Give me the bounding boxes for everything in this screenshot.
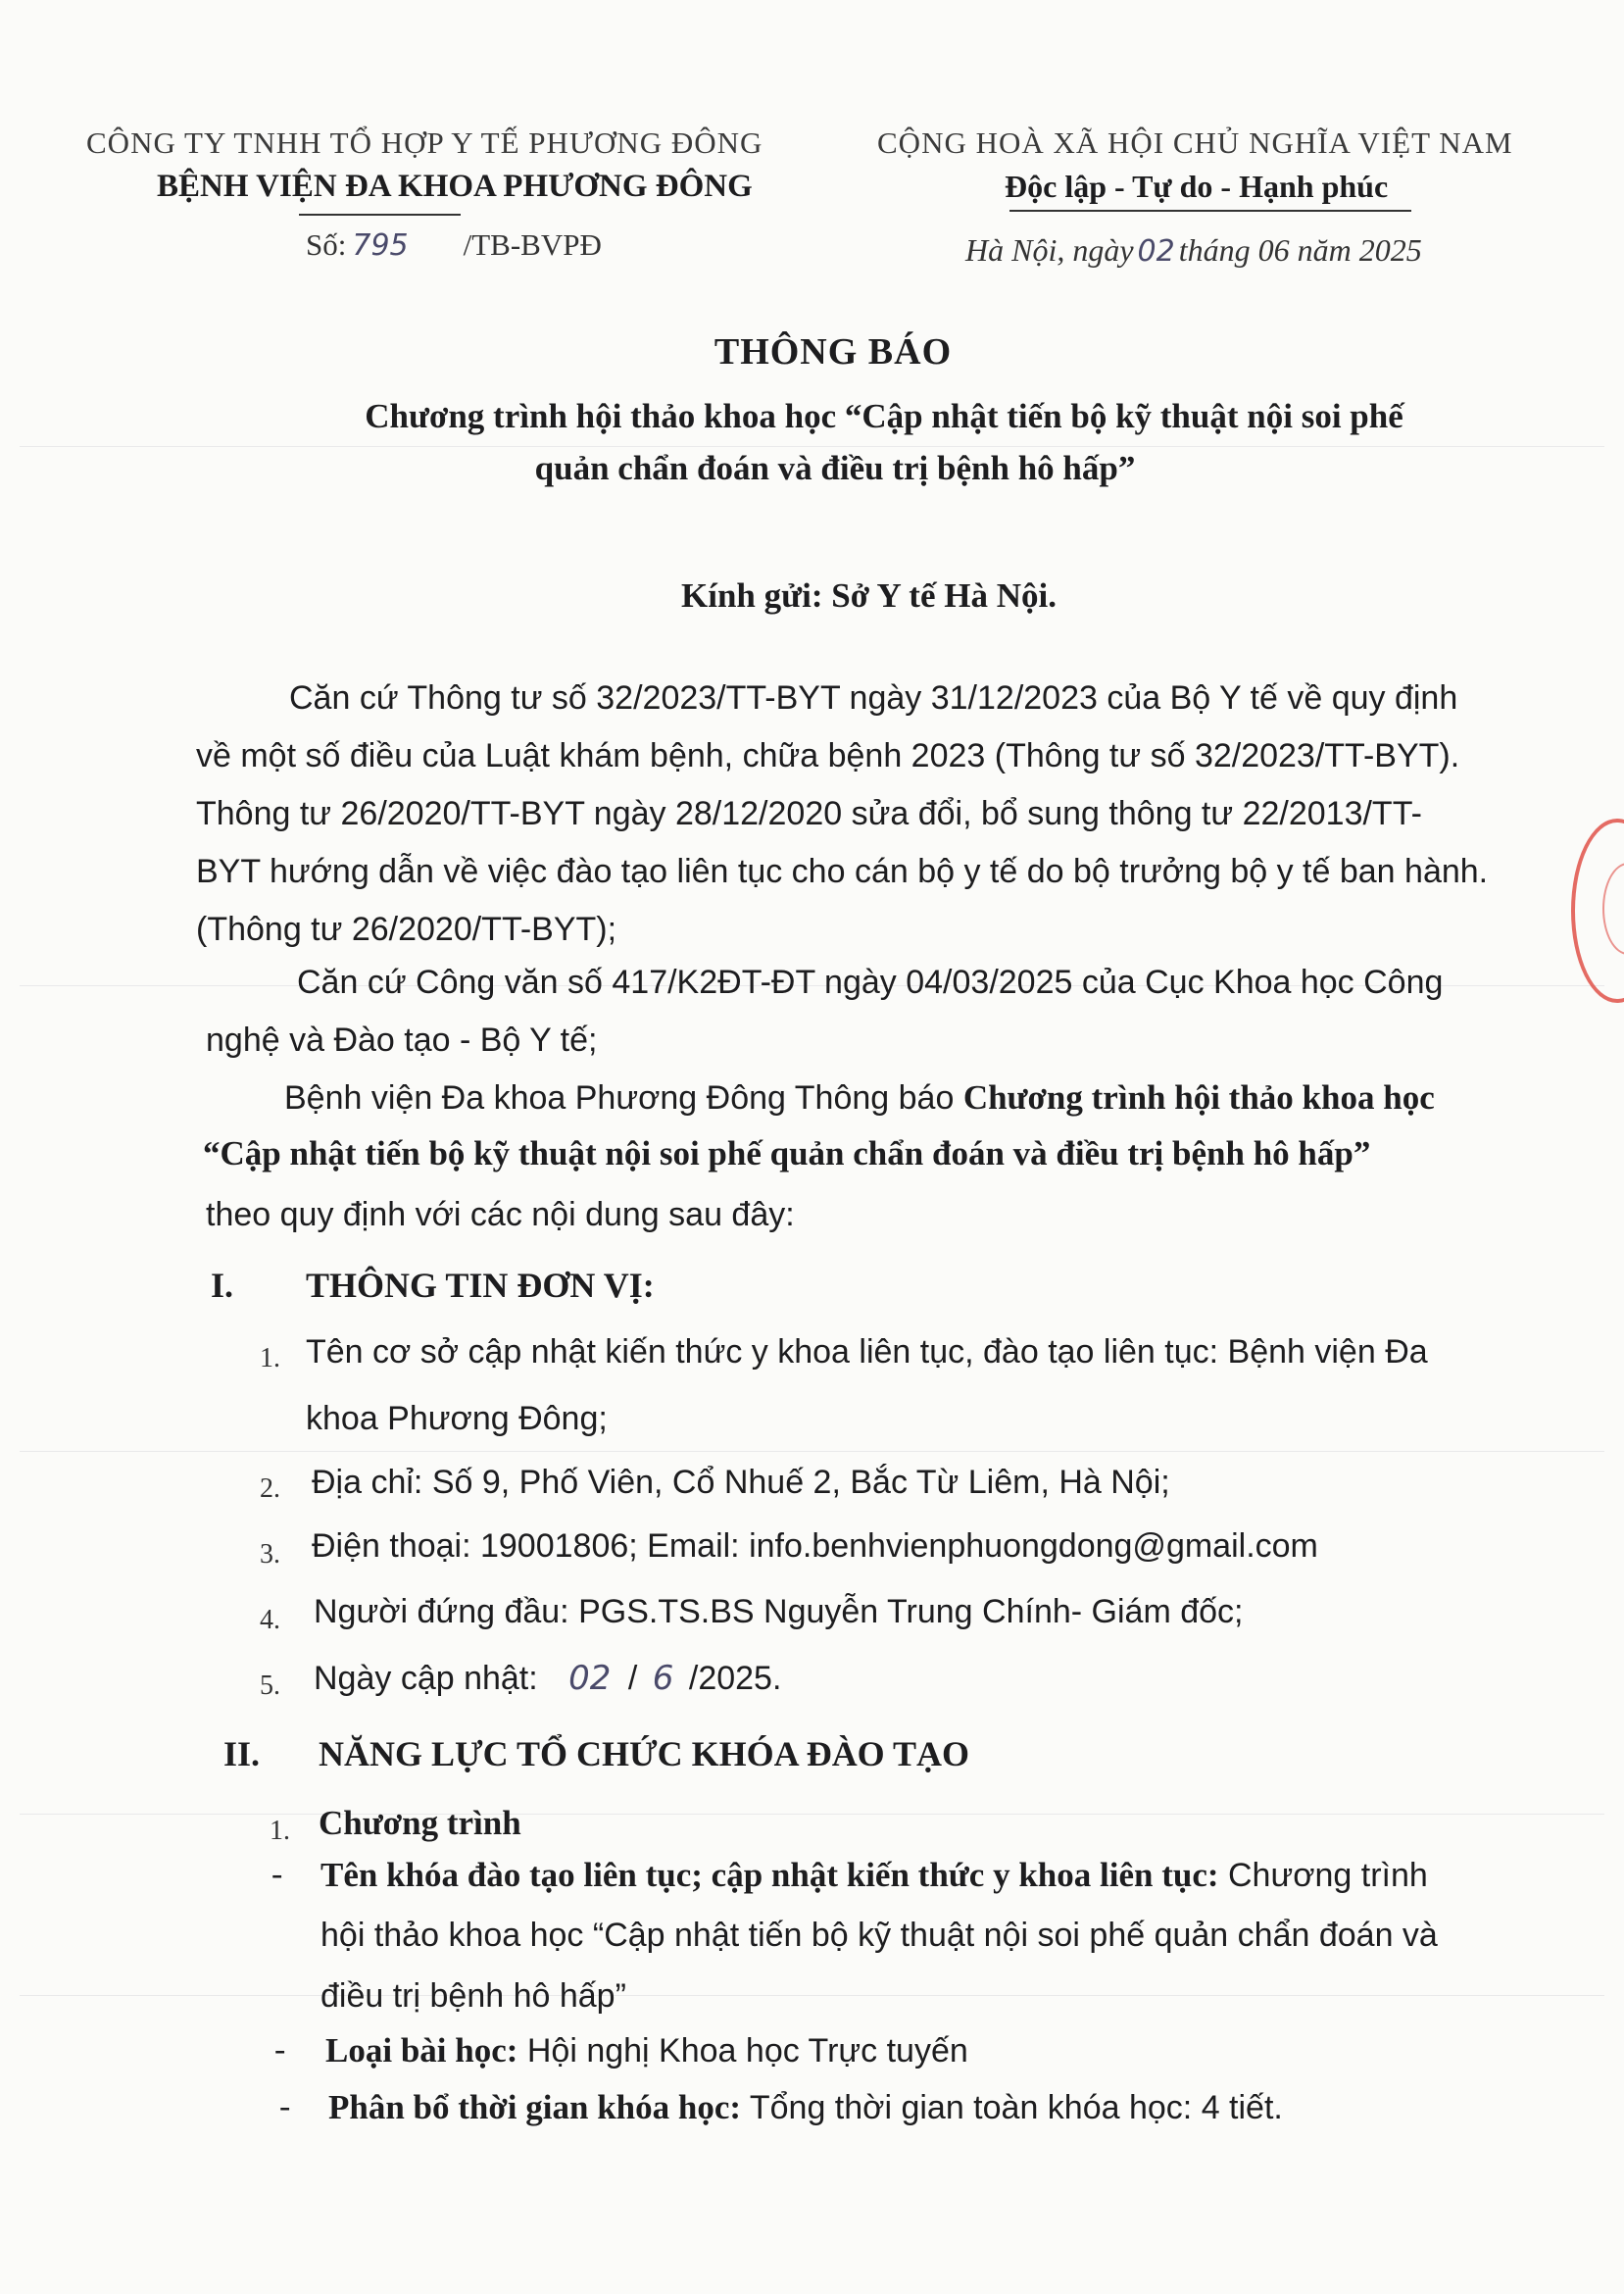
company-name: CÔNG TY TNHH TỔ HỢP Y TẾ PHƯƠNG ĐÔNG xyxy=(86,125,763,160)
para3-line2: “Cập nhật tiến bộ kỹ thuật nội soi phế quản chẩn đoán và điều trị bệnh hô hấp” xyxy=(203,1134,1371,1172)
s1-item3-line1: Điện thoại: 19001806; Email: info.benhvienphuongdong@gmail.com xyxy=(312,1527,1318,1565)
para3-line3: theo quy định với các nội dung sau đây: xyxy=(206,1196,795,1233)
s1-item1-number: 1. xyxy=(260,1343,280,1373)
para1-line4: BYT hướng dẫn về việc đào tạo liên tục cho cán bộ y tế do bộ trưởng bộ y tế ban hành. xyxy=(196,853,1489,890)
s2-bullet3-dash: - xyxy=(279,2088,291,2124)
section2-numeral: II. xyxy=(223,1734,261,1773)
para1-line1: Căn cứ Thông tư số 32/2023/TT-BYT ngày 31/12/2023 của Bộ Y tế về quy định xyxy=(289,679,1458,717)
national-motto: Độc lập - Tự do - Hạnh phúc xyxy=(1005,169,1389,204)
s2-sub-number: 1. xyxy=(270,1816,290,1846)
s1-item1-line1: Tên cơ sở cập nhật kiến thức y khoa liên tục, đào tạo liên tục: Bệnh viện Đa xyxy=(306,1333,1428,1371)
para2-line1: Căn cứ Công văn số 417/K2ĐT-ĐT ngày 04/03/2025 của Cục Khoa học Công xyxy=(297,964,1444,1001)
recipient: Kính gửi: Sở Y tế Hà Nội. xyxy=(681,576,1057,615)
subtitle-line-1: Chương trình hội thảo khoa học “Cập nhật tiến bộ kỹ thuật nội soi phế xyxy=(365,397,1403,435)
document-title: THÔNG BÁO xyxy=(714,331,953,373)
country-name: CỘNG HOÀ XÃ HỘI CHỦ NGHĨA VIỆT NAM xyxy=(877,125,1513,160)
update-month-handwritten: 6 xyxy=(652,1659,674,1698)
s2-bullet2-dash: - xyxy=(274,2031,286,2068)
header-underline-left xyxy=(299,214,461,216)
s2-bullet1-line2: hội thảo khoa học “Cập nhật tiến bộ kỹ thuật nội soi phế quản chẩn đoán và xyxy=(320,1917,1438,1954)
para1-line3: Thông tư 26/2020/TT-BYT ngày 28/12/2020 sửa đổi, bổ sung thông tư 22/2013/TT- xyxy=(196,795,1422,832)
s2-bullet1-line3: điều trị bệnh hô hấp” xyxy=(320,1977,626,2015)
s2-bullet3-line: Phân bổ thời gian khóa học: Tổng thời gian toàn khóa học: 4 tiết. xyxy=(328,2088,1283,2126)
s2-bullet1-line1: Tên khóa đào tạo liên tục; cập nhật kiến thức y khoa liên tục: Chương trình xyxy=(320,1856,1428,1894)
s2-sub-heading: Chương trình xyxy=(319,1804,521,1842)
doc-number-handwritten: 795 xyxy=(352,228,409,263)
section2-heading: NĂNG LỰC TỔ CHỨC KHÓA ĐÀO TẠO xyxy=(319,1734,970,1773)
s1-item1-line2: khoa Phương Đông; xyxy=(306,1400,608,1437)
s1-item5-number: 5. xyxy=(260,1671,280,1701)
s2-bullet1-dash: - xyxy=(271,1856,283,1892)
subtitle-line-2: quản chẩn đoán và điều trị bệnh hô hấp” xyxy=(534,449,1136,487)
s1-item2-line1: Địa chỉ: Số 9, Phố Viên, Cổ Nhuế 2, Bắc Từ Liêm, Hà Nội; xyxy=(312,1464,1170,1501)
s1-item2-number: 2. xyxy=(260,1473,280,1504)
s1-item3-number: 3. xyxy=(260,1539,280,1570)
s2-bullet2-line: Loại bài học: Hội nghị Khoa học Trực tuyến xyxy=(325,2031,968,2070)
update-day-handwritten: 02 xyxy=(568,1659,612,1698)
s1-item5-line1: Ngày cập nhật: 02 / 6 /2025. xyxy=(314,1659,782,1698)
doc-number: Số: 795 /TB-BVPĐ xyxy=(306,227,602,263)
date-day-handwritten: 02 xyxy=(1137,234,1175,269)
s1-item4-number: 4. xyxy=(260,1605,280,1635)
section1-numeral: I. xyxy=(211,1266,234,1305)
s1-item4-line1: Người đứng đầu: PGS.TS.BS Nguyễn Trung Chính- Giám đốc; xyxy=(314,1593,1244,1630)
para2-line2: nghệ và Đào tạo - Bộ Y tế; xyxy=(206,1022,598,1059)
para1-line5: (Thông tư 26/2020/TT-BYT); xyxy=(196,911,617,948)
section1-heading: THÔNG TIN ĐƠN VỊ: xyxy=(306,1266,655,1305)
para1-line2: về một số điều của Luật khám bệnh, chữa bệnh 2023 (Thông tư số 32/2023/TT-BYT). xyxy=(196,737,1460,774)
hospital-name: BỆNH VIỆN ĐA KHOA PHƯƠNG ĐÔNG xyxy=(157,169,753,204)
document-date: Hà Nội, ngày 02 tháng 06 năm 2025 xyxy=(965,232,1422,269)
header-underline-right xyxy=(1009,210,1411,212)
para3-line1: Bệnh viện Đa khoa Phương Đông Thông báo Chương trình hội thảo khoa học xyxy=(284,1078,1435,1117)
